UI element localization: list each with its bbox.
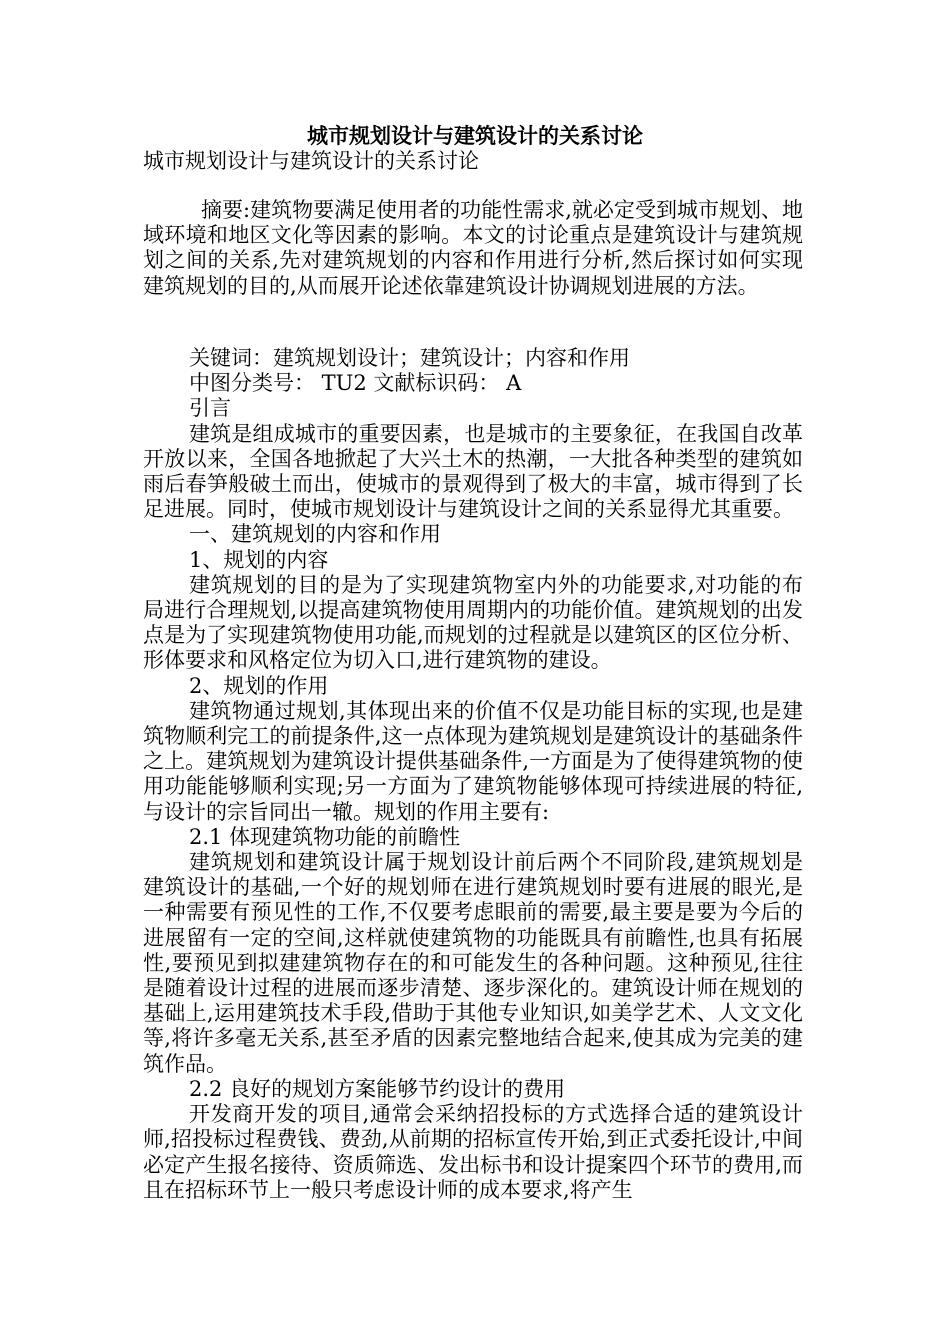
sub22-heading: 2.2 良好的规划方案能够节约设计的费用 <box>189 1076 566 1101</box>
sub2-paragraph: 建筑物通过规划,其体现出来的价值不仅是功能目标的实现,也是建筑物顺利完工的前提条件,这一点体现为建筑规划是建筑设计的基础条件之上。建筑规划为建筑设计提供基础条件,一方面是为了使得建筑物的使用功能能够顺利实现;另一方面为了建筑物能够体现可持续进展的特征,与设计的宗旨同出一辙。规划的作用主要有: <box>143 698 803 824</box>
classification-line: 中图分类号： TU2 文献标识码： A <box>189 371 522 396</box>
sub21-paragraph: 建筑规划和建筑设计属于规划设计前后两个不同阶段,建筑规划是建筑设计的基础,一个好的规划师在进行建筑规划时要有进展的眼光,是一种需要有预见性的工作,不仅要考虑眼前的需要,最主要是要为今后的进展留有一定的空间,这样就使建筑物的功能既具有前瞻性,也具有拓展性,要预见到拟建建筑物存在的和可能发生的各种问题。这种预见,往往是随着设计过程的进展而逐步清楚、逐步深化的。建筑设计师在规划的基础上,运用建筑技术手段,借助于其他专业知识,如美学艺术、人文文化等,将许多毫无关系,甚至矛盾的因素完整地结合起来,使其成为完美的建筑作品。 <box>143 850 803 1076</box>
intro-heading: 引言 <box>189 396 231 421</box>
section1-heading: 一、建筑规划的内容和作用 <box>189 522 441 547</box>
sub2-heading: 2、规划的作用 <box>189 673 329 698</box>
document-title: 城市规划设计与建筑设计的关系讨论 <box>307 123 643 148</box>
sub1-heading: 1、规划的内容 <box>189 547 329 572</box>
sub22-paragraph: 开发商开发的项目,通常会采纳招投标的方式选择合适的建筑设计师,招投标过程费钱、费劲,从前期的招标宣传开始,到正式委托设计,中间必定产生报名接待、资质筛选、发出标书和设计提案四个环节的费用,而且在招标环节上一般只考虑设计师的成本要求,将产生 <box>143 1102 803 1202</box>
document-subtitle: 城市规划设计与建筑设计的关系讨论 <box>143 149 479 173</box>
abstract-paragraph: 摘要:建筑物要满足使用者的功能性需求,就必定受到城市规划、地域环境和地区文化等因素的影响。本文的讨论重点是建筑设计与建筑规划之间的关系,先对建筑规划的内容和作用进行分析,然后探讨如何实现建筑规划的目的,从而展开论述依靠建筑设计协调规划进展的方法。 <box>143 198 803 298</box>
document-body <box>143 346 803 1203</box>
intro-paragraph: 建筑是组成城市的重要因素，也是城市的主要象征，在我国自改革开放以来，全国各地掀起了大兴土木的热潮，一大批各种类型的建筑如雨后春笋般破土而出，使城市的景观得到了极大的丰富，城市得到了长足进展。同时，使城市规划设计与建筑设计之间的关系显得尤其重要。 <box>143 421 803 522</box>
sub1-paragraph: 建筑规划的目的是为了实现建筑物室内外的功能要求,对功能的布局进行合理规划,以提高建筑物使用周期内的功能价值。建筑规划的出发点是为了实现建筑物使用功能,而规划的过程就是以建筑区的区位分析、形体要求和风格定位为切入口,进行建筑物的建设。 <box>143 572 803 673</box>
sub21-heading: 2.1 体现建筑物功能的前瞻性 <box>189 824 461 849</box>
keywords-line: 关键词：建筑规划设计；建筑设计；内容和作用 <box>189 346 630 370</box>
